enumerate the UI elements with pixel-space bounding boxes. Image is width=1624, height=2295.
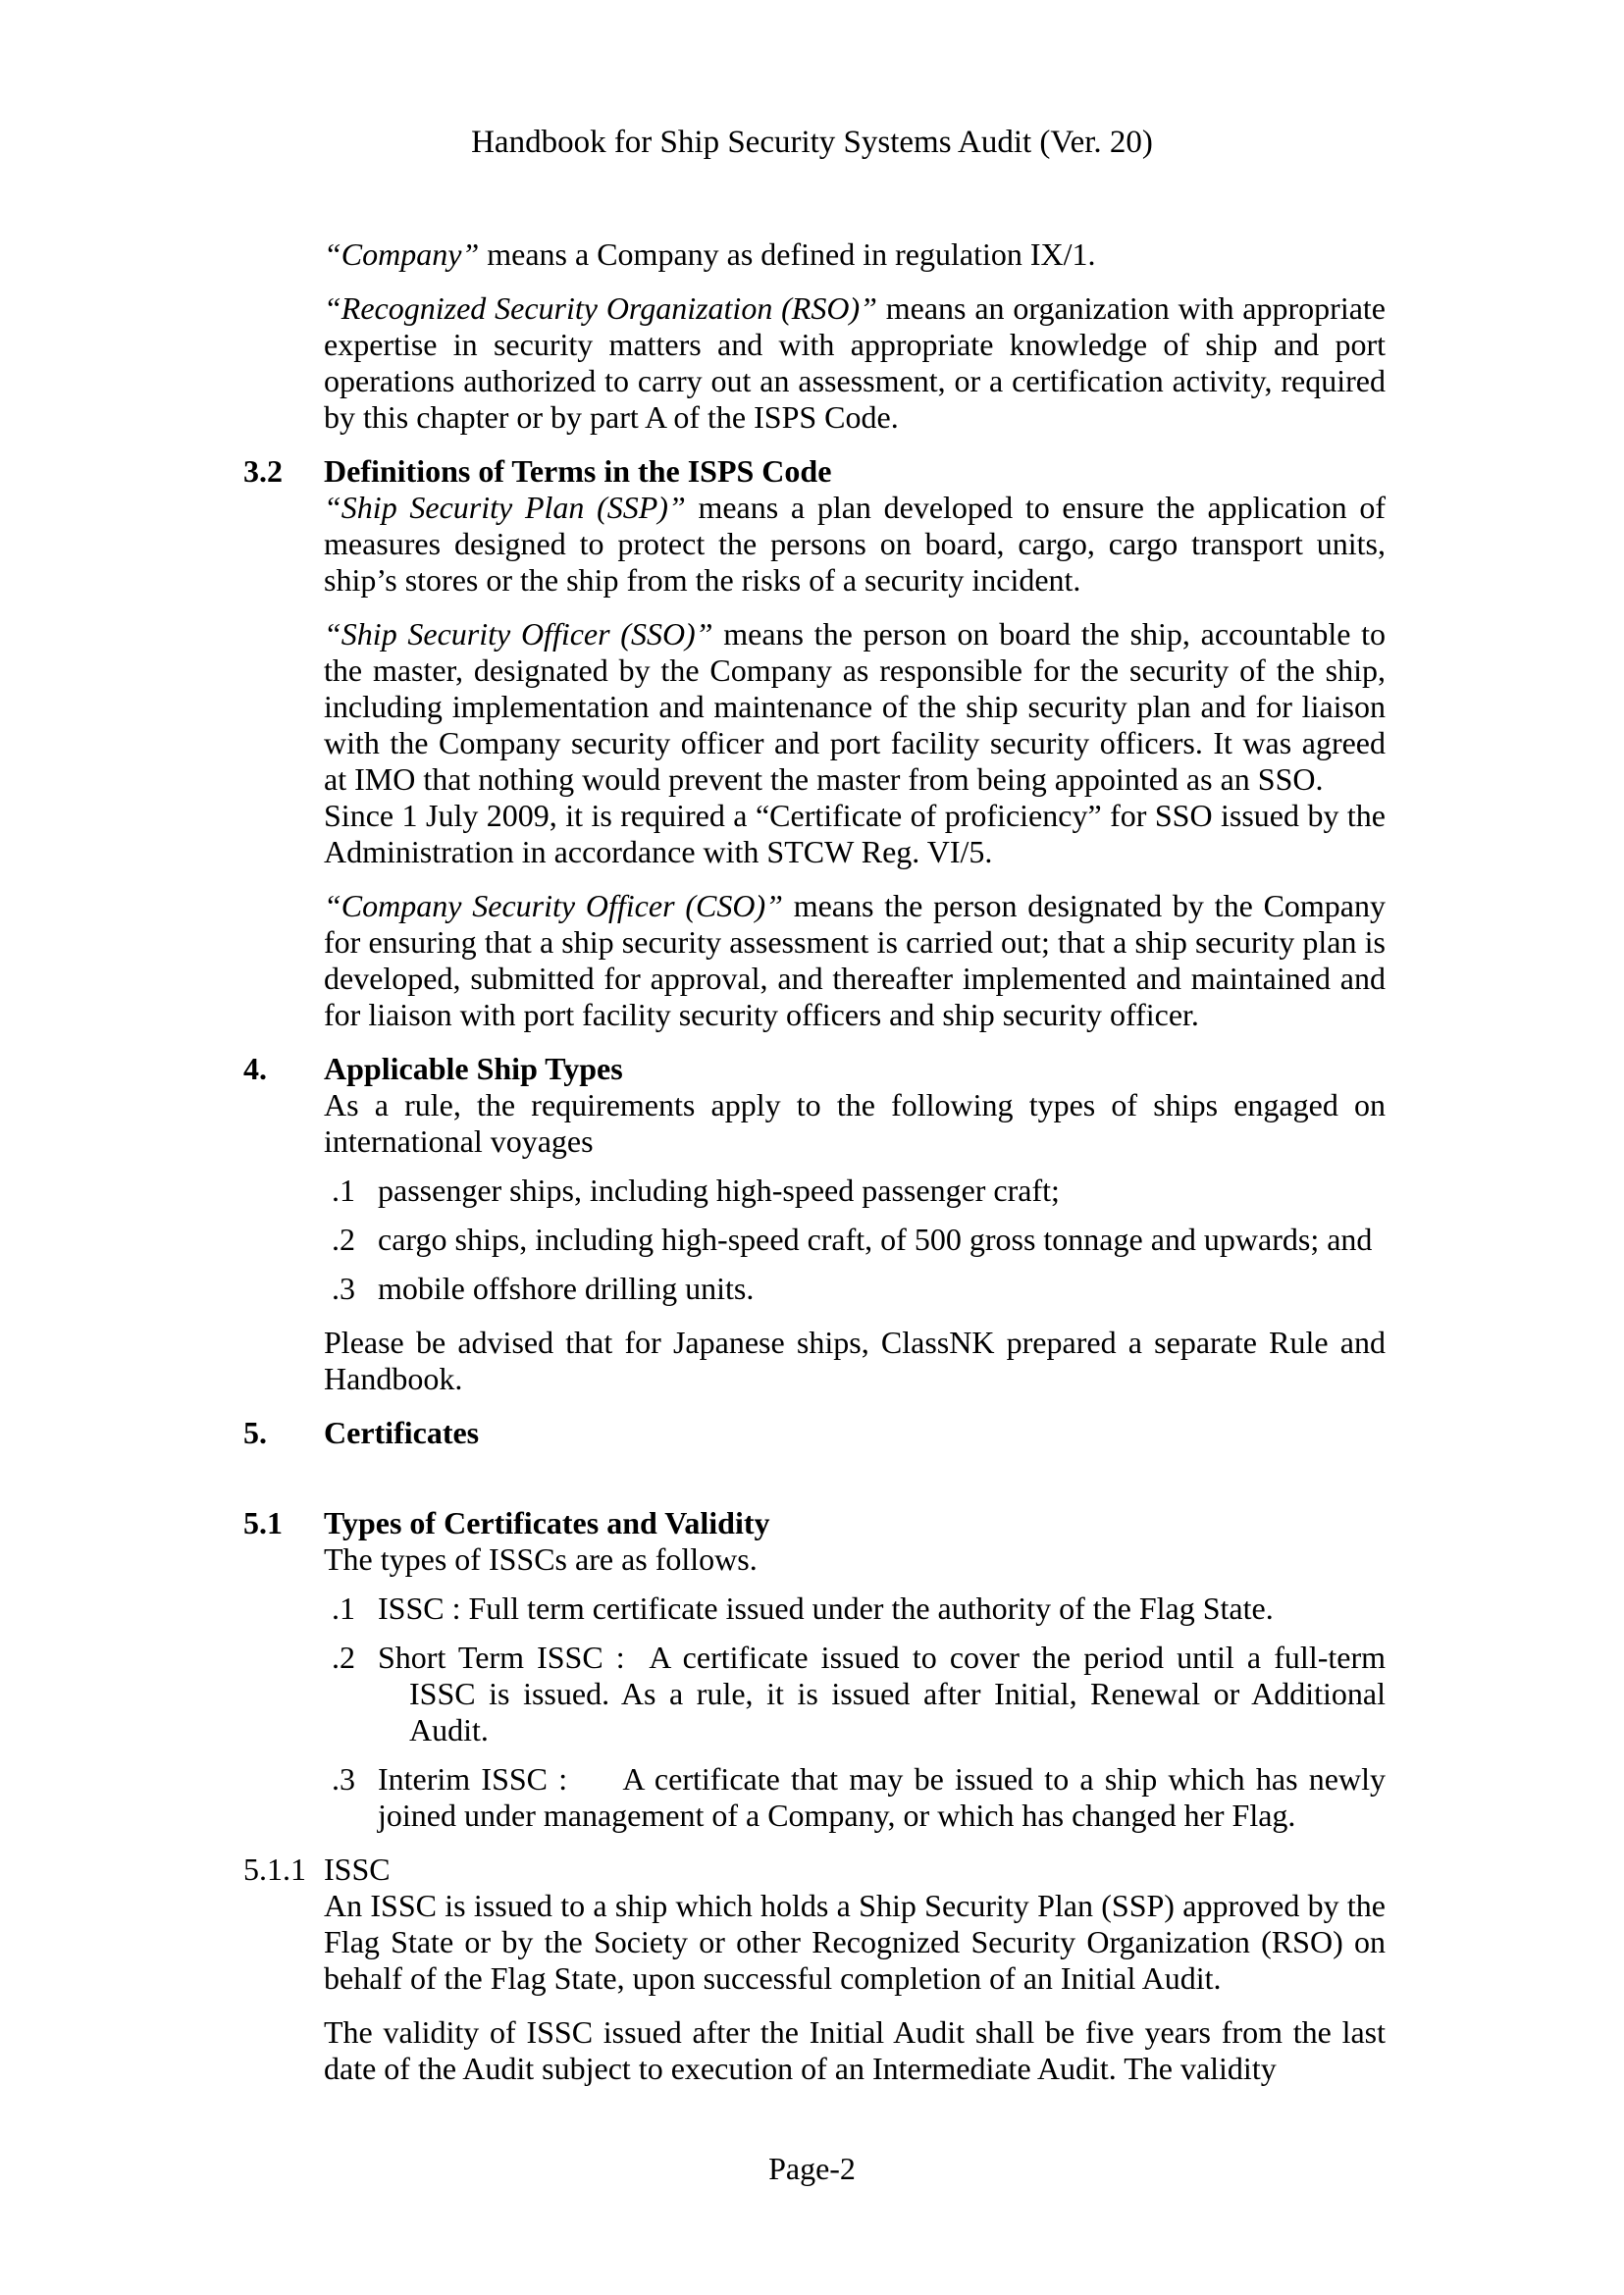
list-item-cargo-ships <box>324 1222 1386 1258</box>
section-number-4: 4. <box>243 1051 267 1086</box>
list-item-text: ISSC : Full term certificate issued under the authority of the Flag State. <box>378 1591 1274 1626</box>
section-title-5-1: Types of Certificates and Validity <box>324 1505 770 1540</box>
list-item-text: mobile offshore drilling units. <box>378 1271 755 1306</box>
paragraph-ship-types-intro: As a rule, the requirements apply to the following types of ships engaged on international voyages <box>324 1087 1386 1159</box>
list-item-text: Interim ISSC : A certificate that may be issued to a ship which has newly joined under management of a Company, or which has changed her Flag. <box>378 1761 1386 1833</box>
section-heading-5-1-1 <box>243 1852 1386 1888</box>
section-title-4: Applicable Ship Types <box>324 1051 623 1086</box>
paragraph-ssp-text: means a plan developed to ensure the application of measures designed to protect the persons on board, cargo, cargo transport units, ship’s stores or the ship from the risks of a security incident. <box>324 490 1386 598</box>
section-heading-5-1 <box>243 1505 1386 1541</box>
paragraph-company-definition <box>324 236 1386 273</box>
term-company: “Company” <box>324 236 480 272</box>
list-item-issc <box>324 1591 1386 1627</box>
list-item-passenger-ships <box>324 1173 1386 1209</box>
section-number-5-1: 5.1 <box>243 1505 283 1540</box>
list-item-short-term-issc <box>324 1640 1386 1748</box>
list-item-text: passenger ships, including high-speed passenger craft; <box>378 1173 1060 1208</box>
paragraph-sso-note: Since 1 July 2009, it is required a “Certificate of proficiency” for SSO issued by the Administration in accordance with STCW Reg. VI/5. <box>324 798 1386 869</box>
list-item-text: Short Term ISSC : A certificate issued to cover the period until a full-term ISSC is issued. As a rule, it is issued after Initial, Renewal or Additional Audit. <box>378 1640 1386 1747</box>
paragraph-issc-types-intro: The types of ISSCs are as follows. <box>324 1541 758 1577</box>
term-ssp: “Ship Security Plan (SSP)” <box>324 490 686 525</box>
page-header-title: Handbook for Ship Security Systems Audit (Ver. 20) <box>471 125 1153 160</box>
paragraph-sso-text: means the person on board the ship, accountable to the master, designated by the Company as responsible for the security of the ship, including implementation and maintenance of the ship security plan and for liaison with the Company security officer and port facility security officers. It was agreed at IMO that nothing would prevent the master from being appointed as an SSO. <box>324 616 1387 797</box>
paragraph-cso-text: means the person designated by the Company for ensuring that a ship security assessment is carried out; that a ship security plan is developed, submitted for approval, and thereafter implemented and maintained and for liaison with port facility security officers and ship security officer. <box>324 888 1386 1032</box>
section-number-5-1-1: 5.1.1 <box>243 1852 306 1887</box>
section-title-5: Certificates <box>324 1415 480 1450</box>
paragraph-company-text: means a Company as defined in regulation IX/1. <box>479 236 1096 272</box>
paragraph-issc-issuance: An ISSC is issued to a ship which holds a Ship Security Plan (SSP) approved by the Flag State or by the Society or other Recognized Security Organization (RSO) on behalf of the Flag State, upon successful completion of an Initial Audit. <box>324 1888 1386 1996</box>
page-number: Page-2 <box>768 2151 856 2186</box>
list-item-number: .2 <box>332 1222 355 1257</box>
paragraph-ssp-definition <box>324 490 1386 599</box>
term-sso: “Ship Security Officer (SSO)” <box>324 616 713 652</box>
paragraph-japanese-ships-note: Please be advised that for Japanese ships, ClassNK prepared a separate Rule and Handbook. <box>324 1325 1386 1396</box>
list-item-number: .2 <box>332 1640 355 1675</box>
list-item-number: .1 <box>332 1591 355 1626</box>
section-heading-5 <box>243 1415 1386 1451</box>
paragraph-issc-validity: The validity of ISSC issued after the Initial Audit shall be five years from the last date of the Audit subject to execution of an Intermediate Audit. The validity <box>324 2014 1386 2086</box>
section-title-3-2: Definitions of Terms in the ISPS Code <box>324 453 832 489</box>
list-item-drilling-units <box>324 1271 1386 1307</box>
list-item-number: .3 <box>332 1761 355 1797</box>
list-item-number: .3 <box>332 1271 355 1306</box>
ship-types-list <box>324 1173 1386 1307</box>
page-body <box>243 236 1387 2087</box>
section-number-3-2: 3.2 <box>243 453 283 489</box>
term-rso: “Recognized Security Organization (RSO)” <box>324 290 877 326</box>
list-item-number: .1 <box>332 1173 355 1208</box>
section-number-5: 5. <box>243 1415 267 1450</box>
paragraph-sso-definition <box>324 616 1386 798</box>
paragraph-rso-text: means an organization with appropriate expertise in security matters and with appropriate knowledge of ship and port operations authorized to carry out an assessment, or a certification activity, required by this chapter or by part A of the ISPS Code. <box>324 290 1387 435</box>
certificate-types-list <box>324 1591 1386 1834</box>
paragraph-rso-definition <box>324 290 1386 436</box>
paragraph-cso-definition <box>324 888 1386 1033</box>
list-item-text: cargo ships, including high-speed craft, of 500 gross tonnage and upwards; and <box>378 1222 1373 1257</box>
term-cso: “Company Security Officer (CSO)” <box>324 888 783 923</box>
section-heading-4 <box>243 1051 1386 1087</box>
list-item-interim-issc <box>324 1761 1386 1834</box>
section-heading-3-2 <box>243 453 1386 490</box>
section-title-5-1-1: ISSC <box>324 1852 391 1887</box>
